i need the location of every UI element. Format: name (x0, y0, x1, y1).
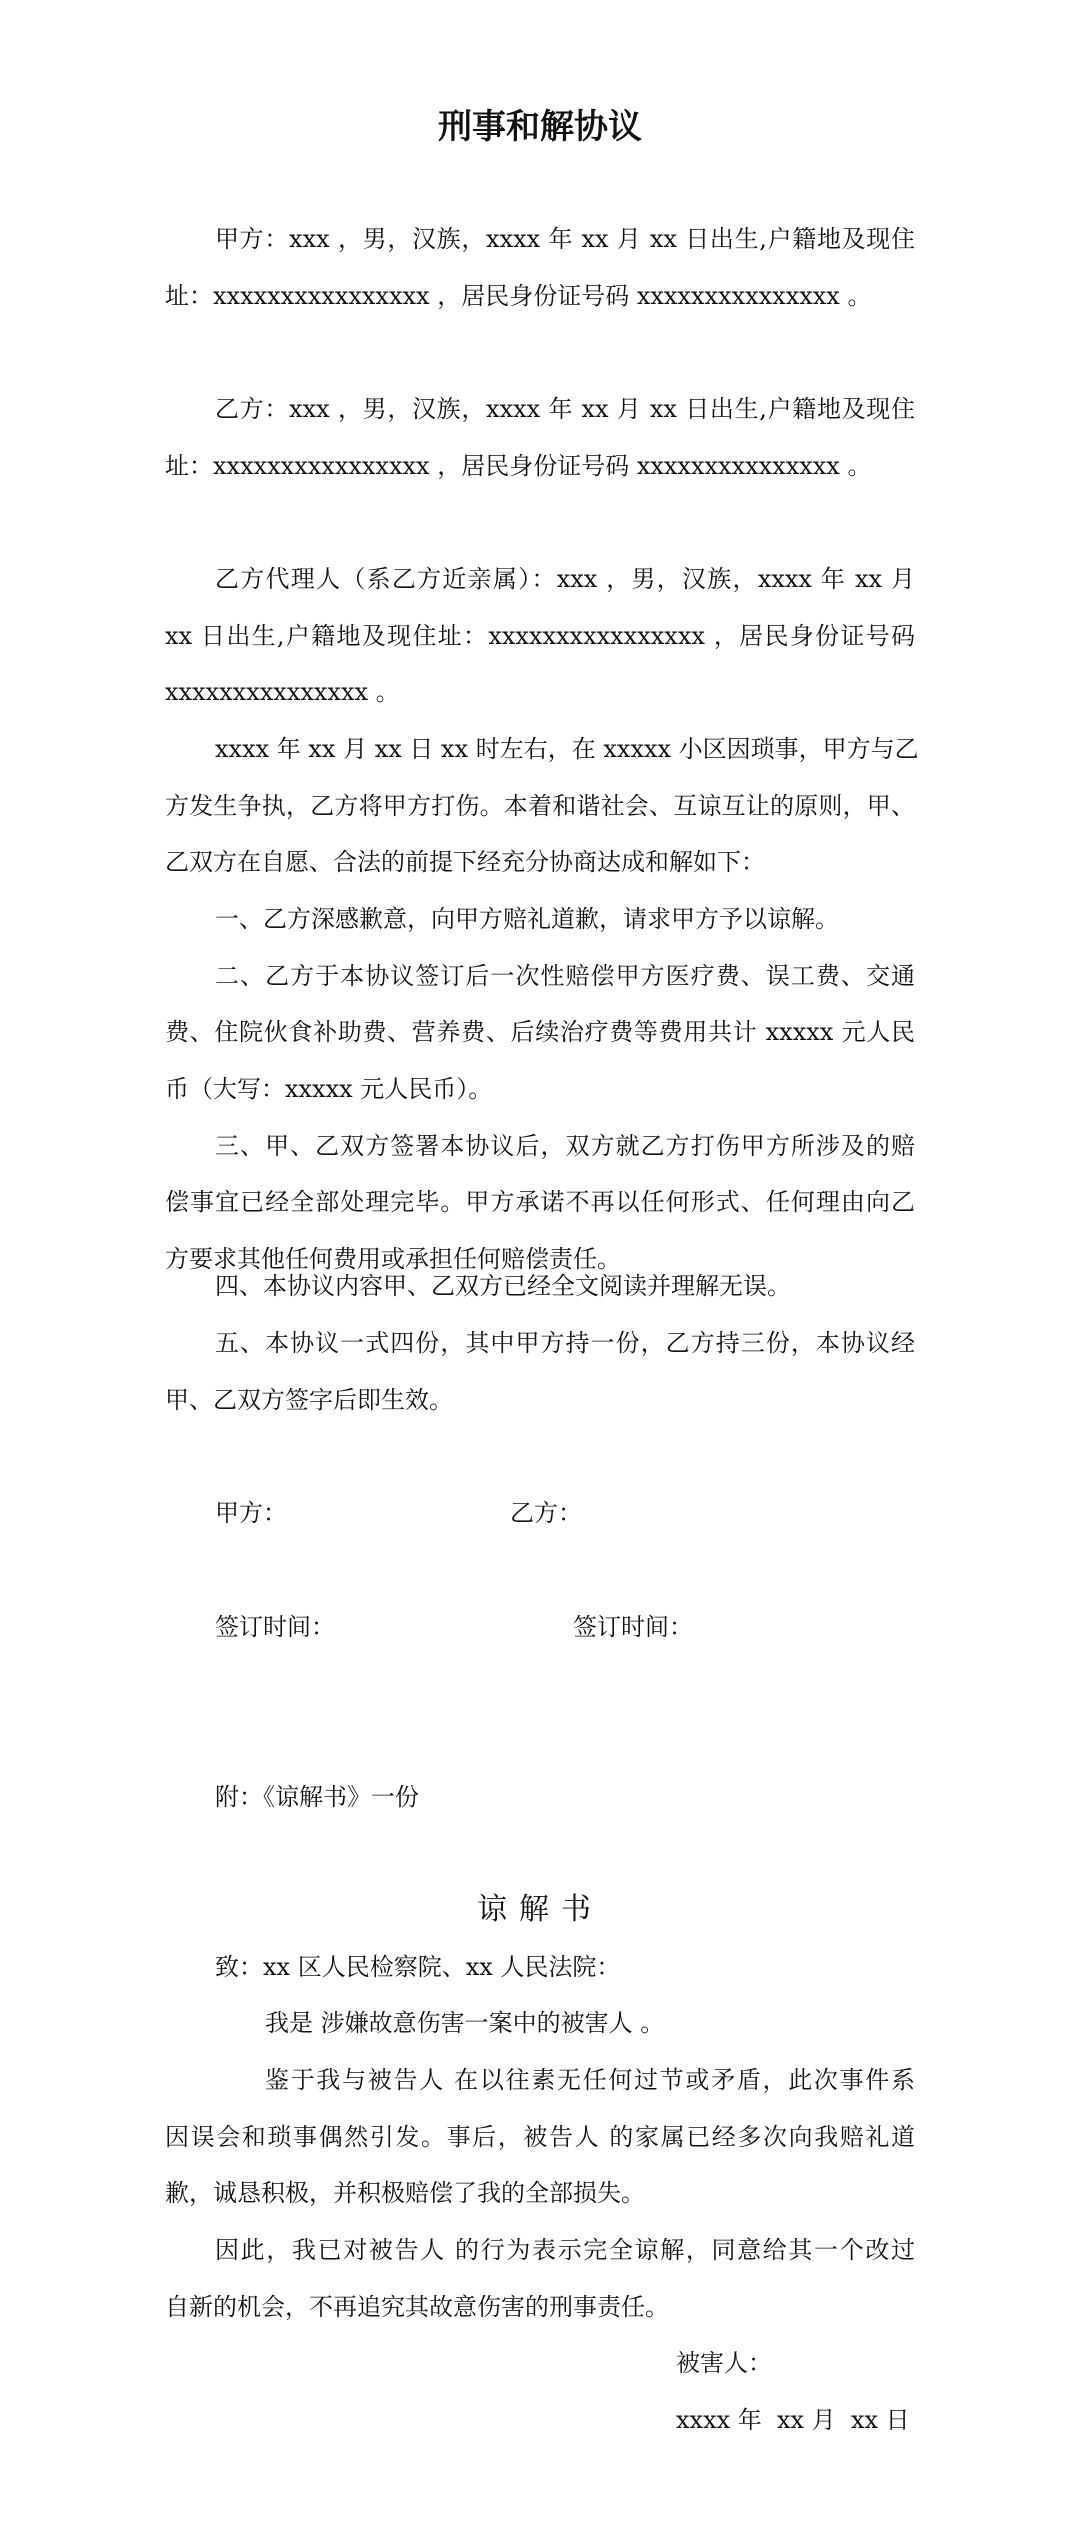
clause2-line2: 费、住院伙食补助费、营养费、后续治疗费等费用共计 xxxxx 元人民 (165, 1018, 915, 1046)
facts-line2: 方发生争执，乙方将甲方打伤。本着和谐社会、互谅互让的原则，甲、 (165, 792, 915, 820)
letter-p2-line3: 歉，诚恳积极，并积极赔偿了我的全部损失。 (165, 2179, 645, 2207)
party-a-line2: 址：xxxxxxxxxxxxxxxx ，居民身份证号码 xxxxxxxxxxxxxxx 。 (165, 282, 872, 310)
clause5-line1: 五、本协议一式四份，其中甲方持一份，乙方持三份，本协议经 (215, 1329, 915, 1357)
clause2-line3: 币（大写：xxxxx 元人民币）。 (165, 1075, 493, 1103)
party-b-signature-label: 乙方： (510, 1499, 582, 1527)
party-a-date-label: 签订时间： (215, 1613, 335, 1641)
party-b-agent-line1: 乙方代理人（系乙方近亲属）：xxx ，男，汉族，xxxx 年 xx 月 (215, 565, 915, 593)
attachment-note: 附：《谅解书》一份 (215, 1783, 419, 1811)
letter-p3-line1: 因此，我已对被告人 的行为表示完全谅解，同意给其一个改过 (215, 2236, 915, 2264)
clause3-line1: 三、甲、乙双方签署本协议后，双方就乙方打伤甲方所涉及的赔 (215, 1132, 915, 1160)
agreement-title: 刑事和解协议 (438, 107, 642, 147)
party-a-line1: 甲方：xxx ，男，汉族，xxxx 年 xx 月 xx 日出生,户籍地及现住 (215, 225, 915, 253)
victim-signature-label: 被害人： (676, 2349, 772, 2377)
facts-line3: 乙双方在自愿、合法的前提下经充分协商达成和解如下： (165, 848, 765, 876)
clause2-line1: 二、乙方于本协议签订后一次性赔偿甲方医疗费、误工费、交通 (215, 962, 915, 990)
party-b-date-label: 签订时间： (573, 1613, 693, 1641)
clause3-line3: 方要求其他任何费用或承担任何赔偿责任。 (165, 1245, 621, 1273)
letter-p2-line1: 鉴于我与被告人 在以往素无任何过节或矛盾，此次事件系 (265, 2066, 915, 2094)
letter-p3-line2: 自新的机会，不再追究其故意伤害的刑事责任。 (165, 2293, 669, 2321)
letter-recipient: 致：xx 区人民检察院、xx 人民法院： (215, 1953, 621, 1981)
clause1-line1: 一、乙方深感歉意，向甲方赔礼道歉，请求甲方予以谅解。 (215, 905, 839, 933)
clause3-line2: 偿事宜已经全部处理完毕。甲方承诺不再以任何形式、任何理由向乙 (165, 1188, 915, 1216)
letter-title: 谅解书 (477, 1892, 603, 1927)
clause4-line1: 四、本协议内容甲、乙双方已经全文阅读并理解无误。 (215, 1272, 791, 1300)
letter-p1-line1: 我是 涉嫌故意伤害一案中的被害人 。 (265, 2009, 665, 2037)
party-b-line2: 址：xxxxxxxxxxxxxxxx ，居民身份证号码 xxxxxxxxxxxxxxx 。 (165, 452, 872, 480)
party-b-agent-line2: xx 日出生,户籍地及现住址：xxxxxxxxxxxxxxxx ，居民身份证号码 (165, 622, 915, 650)
party-b-line1: 乙方：xxx ，男，汉族，xxxx 年 xx 月 xx 日出生,户籍地及现住 (215, 395, 915, 423)
facts-line1: xxxx 年 xx 月 xx 日 xx 时左右，在 xxxxx 小区因琐事，甲方与乙 (215, 735, 919, 763)
party-b-agent-line3: xxxxxxxxxxxxxxx 。 (165, 678, 400, 706)
clause5-line2: 甲、乙双方签字后即生效。 (165, 1386, 453, 1414)
party-a-signature-label: 甲方： (215, 1499, 287, 1527)
letter-date: xxxx 年 xx 月 xx 日 (676, 2406, 910, 2434)
letter-p2-line2: 因误会和琐事偶然引发。事后，被告人 的家属已经多次向我赔礼道 (165, 2123, 915, 2151)
